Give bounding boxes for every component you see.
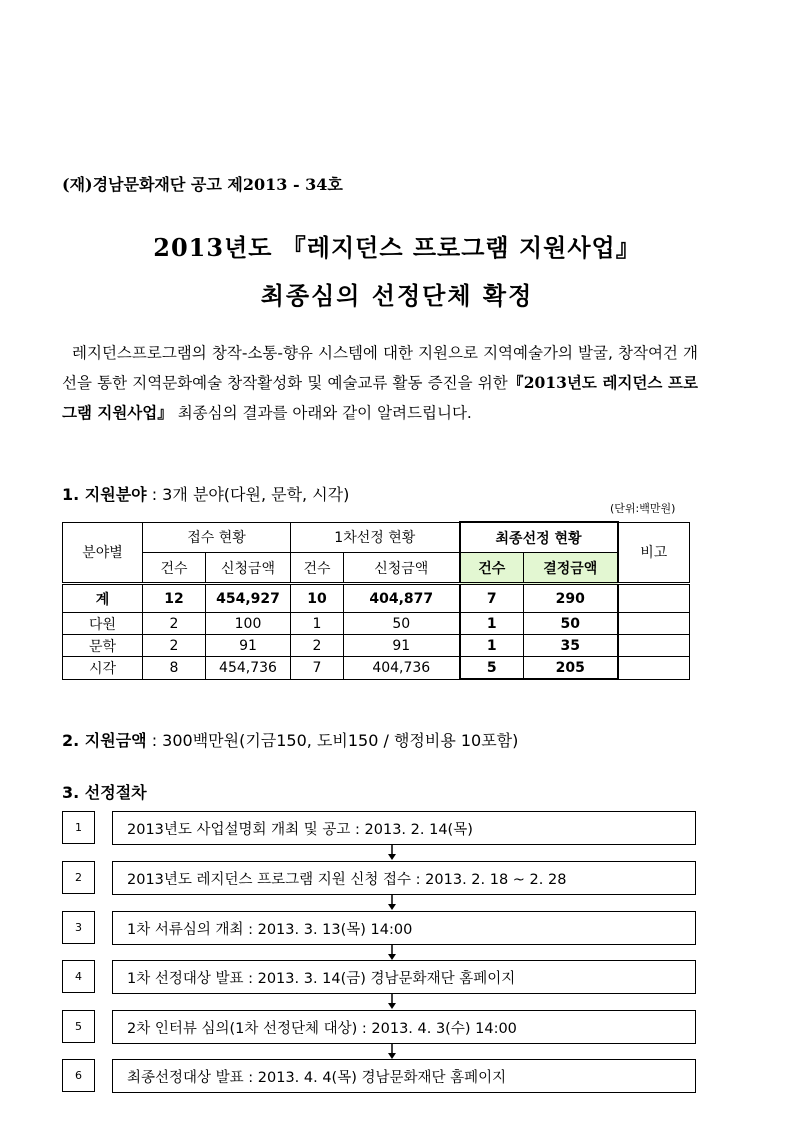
page-title: 2013년도 『레지던스 프로그램 지원사업』 bbox=[153, 233, 641, 262]
cell-recv-count: 12 bbox=[143, 584, 206, 613]
cell-note bbox=[618, 613, 690, 635]
cell-category: 계 bbox=[63, 584, 143, 613]
step-box bbox=[112, 1010, 696, 1044]
cell-recv-amount: 100 bbox=[206, 613, 291, 635]
cell-recv-amount: 454,927 bbox=[206, 584, 291, 613]
step-number: 2 bbox=[62, 861, 95, 894]
cell-recv-count: 2 bbox=[143, 613, 206, 635]
notice-number: (재)경남문화재단 공고 제2013 - 34호 bbox=[62, 175, 343, 194]
step-text: 1차 서류심의 개최 : 2013. 3. 13(목) 14:00 bbox=[127, 921, 413, 938]
section3-heading: 3. 선정절차 bbox=[62, 783, 147, 802]
cell-note bbox=[618, 584, 690, 613]
step-number: 4 bbox=[62, 960, 95, 993]
section2-text: : 300백만원(기금150, 도비150 / 행정비용 10포함) bbox=[146, 731, 519, 750]
down-arrow-icon bbox=[387, 994, 397, 1010]
cell-first-count: 2 bbox=[291, 635, 344, 657]
header-final-count: 건수 bbox=[460, 553, 524, 584]
step-number: 3 bbox=[62, 911, 95, 944]
step-box bbox=[112, 811, 696, 845]
section1-text: : 3개 분야(다원, 문학, 시각) bbox=[146, 485, 350, 504]
header-first-count: 건수 bbox=[291, 553, 344, 584]
cell-first-amount: 50 bbox=[344, 613, 460, 635]
cell-category: 문학 bbox=[63, 635, 143, 657]
table-row bbox=[63, 635, 690, 657]
cell-first-count: 10 bbox=[291, 584, 344, 613]
cell-first-amount: 404,877 bbox=[344, 584, 460, 613]
header-recv-amount: 신청금액 bbox=[206, 553, 291, 584]
step-box bbox=[112, 1059, 696, 1093]
page-subtitle: 최종심의 선정단체 확정 bbox=[260, 281, 534, 310]
cell-first-count: 1 bbox=[291, 613, 344, 635]
header-received: 접수 현황 bbox=[143, 522, 291, 553]
cell-note bbox=[618, 635, 690, 657]
intro-text-before: 레지던스프로그램의 창작-소통-향유 시스템에 대한 지원으로 지역예술가의 발굴, 창작여건 개선을 통한 지역문화예술 창작활성화 및 예술교류 활동 증진을 위한 bbox=[62, 344, 698, 392]
header-note: 비고 bbox=[618, 522, 690, 584]
cell-final-count: 7 bbox=[460, 584, 524, 613]
section1-heading: 1. 지원분야 bbox=[62, 485, 147, 504]
cell-first-count: 7 bbox=[291, 657, 344, 680]
down-arrow-icon bbox=[387, 1044, 397, 1060]
step-text: 최종선정대상 발표 : 2013. 4. 4(목) 경남문화재단 홈페이지 bbox=[127, 1069, 507, 1086]
step-number: 6 bbox=[62, 1059, 95, 1092]
step-text: 2013년도 사업설명회 개최 및 공고 : 2013. 2. 14(목) bbox=[127, 821, 473, 838]
table-row-total bbox=[63, 584, 690, 613]
cell-recv-amount: 91 bbox=[206, 635, 291, 657]
section-support-field bbox=[62, 482, 349, 505]
intro-program-name: 『2013년도 레지던스 프로그램 지원사업』 bbox=[62, 373, 698, 422]
step-box bbox=[112, 960, 696, 994]
cell-category: 시각 bbox=[63, 657, 143, 680]
header-first-selection: 1차선정 현황 bbox=[291, 522, 460, 553]
intro-text-after: 최종심의 결과를 아래와 같이 알려드립니다. bbox=[177, 404, 472, 422]
cell-final-count: 5 bbox=[460, 657, 524, 680]
cell-first-amount: 91 bbox=[344, 635, 460, 657]
cell-final-count: 1 bbox=[460, 613, 524, 635]
selection-summary-table bbox=[62, 521, 690, 680]
down-arrow-icon bbox=[387, 895, 397, 911]
section-support-amount bbox=[62, 728, 518, 751]
down-arrow-icon bbox=[387, 945, 397, 961]
step-box bbox=[112, 861, 696, 895]
unit-label: (단위:백만원) bbox=[610, 502, 676, 515]
section-selection-process bbox=[62, 780, 147, 803]
step-text: 1차 선정대상 발표 : 2013. 3. 14(금) 경남문화재단 홈페이지 bbox=[127, 970, 516, 987]
header-first-amount: 신청금액 bbox=[344, 553, 460, 584]
cell-first-amount: 404,736 bbox=[344, 657, 460, 680]
table-row bbox=[63, 613, 690, 635]
cell-recv-count: 2 bbox=[143, 635, 206, 657]
cell-final-amount: 205 bbox=[524, 657, 618, 680]
step-number: 5 bbox=[62, 1010, 95, 1043]
cell-note bbox=[618, 657, 690, 680]
header-category: 분야별 bbox=[63, 522, 143, 584]
step-box bbox=[112, 911, 696, 945]
step-text: 2차 인터뷰 심의(1차 선정단체 대상) : 2013. 4. 3(수) 14:00 bbox=[127, 1020, 517, 1037]
cell-final-amount: 50 bbox=[524, 613, 618, 635]
cell-final-amount: 35 bbox=[524, 635, 618, 657]
cell-final-amount: 290 bbox=[524, 584, 618, 613]
table-row bbox=[63, 657, 690, 680]
cell-final-count: 1 bbox=[460, 635, 524, 657]
header-final-selection: 최종선정 현황 bbox=[460, 522, 618, 553]
step-text: 2013년도 레지던스 프로그램 지원 신청 접수 : 2013. 2. 18 ~ 2. 28 bbox=[127, 871, 567, 888]
down-arrow-icon bbox=[387, 845, 397, 861]
header-recv-count: 건수 bbox=[143, 553, 206, 584]
cell-recv-count: 8 bbox=[143, 657, 206, 680]
step-number: 1 bbox=[62, 811, 95, 844]
cell-category: 다원 bbox=[63, 613, 143, 635]
section2-heading: 2. 지원금액 bbox=[62, 731, 147, 750]
header-final-amount: 결정금액 bbox=[524, 553, 618, 584]
cell-recv-amount: 454,736 bbox=[206, 657, 291, 680]
intro-paragraph bbox=[62, 338, 698, 428]
